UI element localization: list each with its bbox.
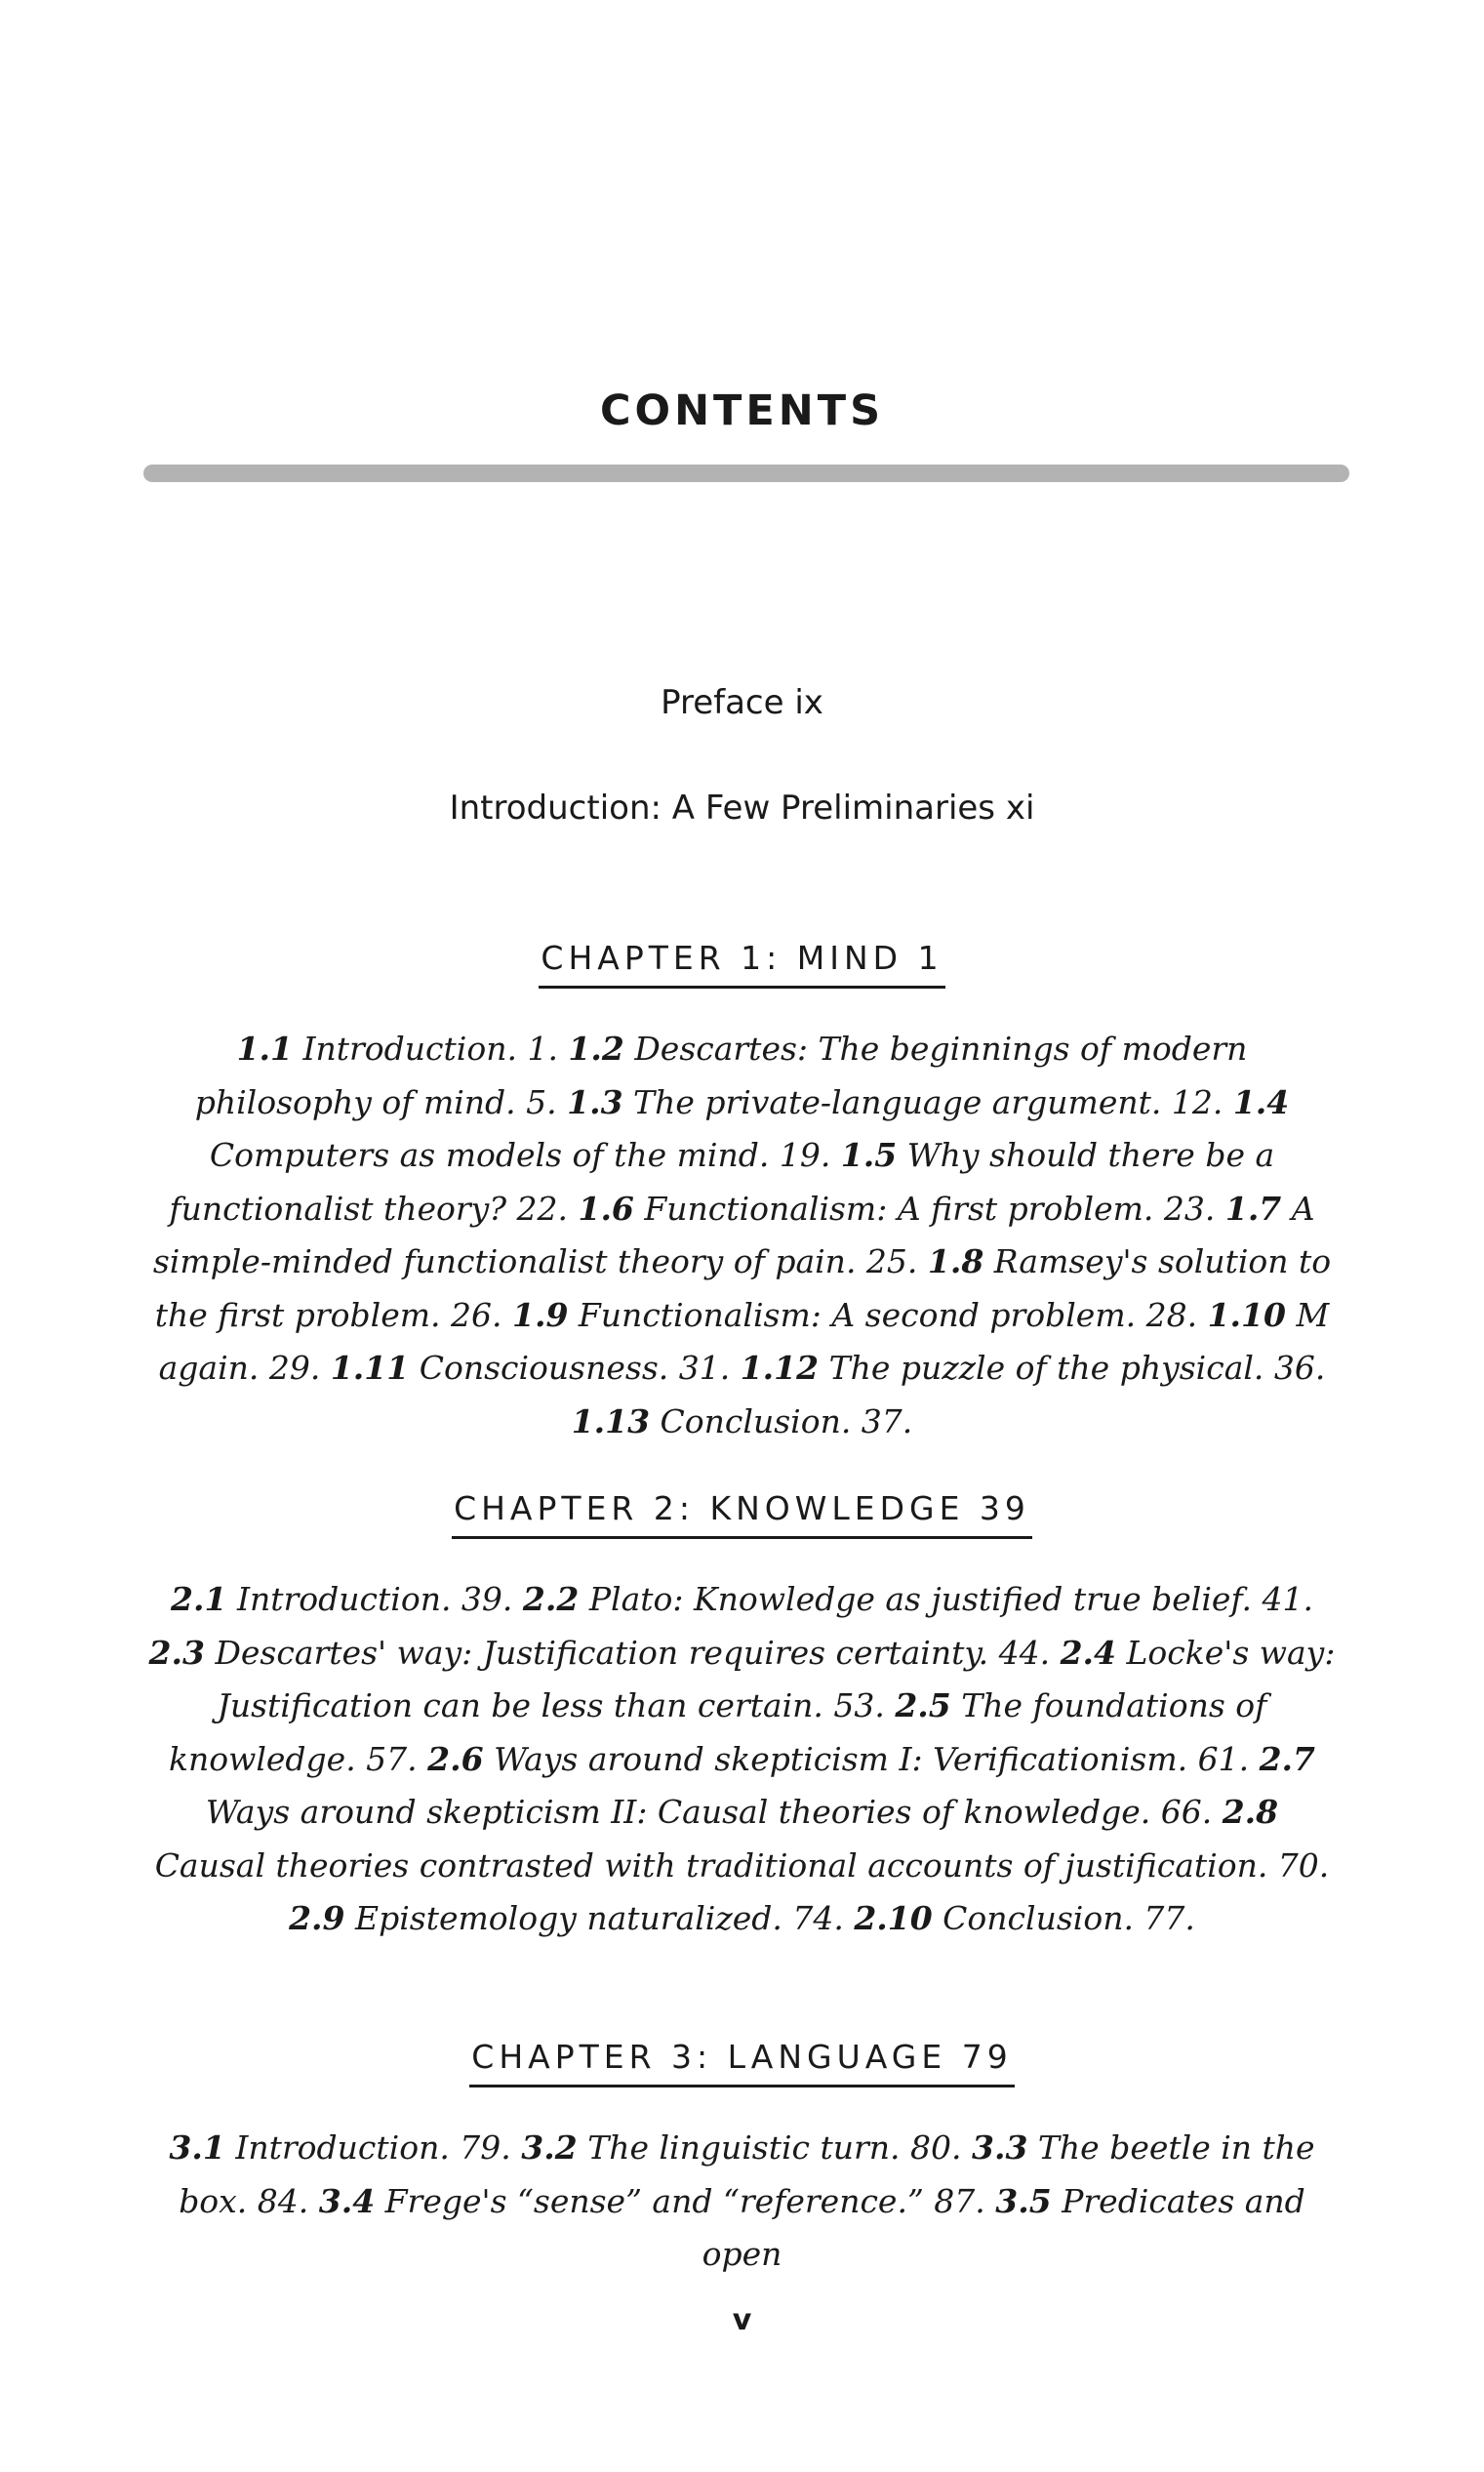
section-title: Epistemology naturalized. 74.: [344, 1899, 855, 1937]
page-number: v: [732, 2303, 752, 2337]
chapter-1-heading-text: CHAPTER 1: MIND 1: [539, 939, 944, 989]
section-number: 2.2: [522, 1580, 580, 1618]
section-number: 1.12: [740, 1349, 820, 1387]
section-title: Introduction. 79.: [224, 2128, 522, 2167]
section-title: Why should there be a functionalist theory? 22.: [169, 1136, 1275, 1228]
chapter-1-heading[interactable]: [0, 939, 1484, 989]
toc-section[interactable]: [512, 1296, 1208, 1334]
section-title: Ways around skepticism I: Verificationism. 61.: [483, 1739, 1260, 1778]
toc-section[interactable]: [149, 1634, 1061, 1672]
section-number: 1.5: [840, 1136, 898, 1174]
toc-entry-preface[interactable]: Preface ix: [661, 683, 823, 722]
section-number: 1.9: [512, 1295, 569, 1334]
section-title: The beetle in the box. 84.: [179, 2128, 1315, 2220]
chapter-2-heading[interactable]: [0, 1489, 1484, 1539]
section-title: Locke's way: Justification can be less than certain. 53.: [217, 1633, 1336, 1724]
section-title: Conclusion. 77.: [932, 1899, 1195, 1937]
section-number: 1.4: [1232, 1082, 1290, 1121]
section-number: 1.10: [1207, 1295, 1286, 1334]
toc-section[interactable]: [289, 1899, 854, 1937]
section-title: Descartes' way: Justification requires certainty. 44.: [204, 1633, 1061, 1672]
section-title: The foundations of knowledge. 57.: [168, 1686, 1267, 1778]
section-title: The linguistic turn. 80.: [577, 2128, 972, 2167]
toc-section[interactable]: [521, 2128, 972, 2167]
toc-section[interactable]: [854, 1899, 1195, 1937]
chapter-3-heading[interactable]: [0, 2038, 1484, 2087]
toc-section[interactable]: [319, 2182, 996, 2220]
section-title: The puzzle of the physical. 36.: [819, 1349, 1326, 1387]
toc-section[interactable]: [237, 1030, 569, 1068]
section-title: Functionalism: A first problem. 23.: [633, 1189, 1225, 1228]
section-title: Predicates and open: [702, 2181, 1305, 2273]
section-title: Introduction. 39.: [226, 1580, 523, 1618]
section-number: 2.5: [895, 1686, 951, 1724]
section-number: 1.6: [578, 1189, 634, 1228]
section-number: 1.3: [567, 1082, 623, 1121]
section-title: The private-language argument. 12.: [622, 1082, 1233, 1121]
chapter-1-sections: [146, 1023, 1338, 1448]
section-number: 2.10: [854, 1899, 933, 1937]
section-number: 3.1: [169, 2128, 225, 2167]
toc-entry-introduction[interactable]: Introduction: A Few Preliminaries xi: [449, 789, 1035, 828]
section-title: Ramsey's solution to the first problem. 26.: [154, 1242, 1332, 1334]
section-title: Conclusion. 37.: [650, 1401, 913, 1440]
toc-section[interactable]: [741, 1349, 1326, 1387]
section-number: 1.8: [927, 1242, 984, 1280]
section-number: 2.7: [1259, 1739, 1316, 1778]
section-title: Computers as models of the mind. 19.: [209, 1136, 841, 1174]
section-title: Plato: Knowledge as justified true belief. 41.: [579, 1580, 1313, 1618]
toc-section[interactable]: [169, 2128, 521, 2167]
toc-section[interactable]: [572, 1402, 913, 1440]
section-number: 1.13: [571, 1401, 651, 1440]
chapter-2-sections: [146, 1573, 1338, 1946]
chapter-3-heading-text: CHAPTER 3: LANGUAGE 79: [469, 2038, 1014, 2087]
section-number: 1.7: [1224, 1189, 1282, 1228]
section-title: Functionalism: A second problem. 28.: [568, 1295, 1208, 1334]
section-number: 1.2: [568, 1030, 624, 1068]
section-title: Descartes: The beginnings of modern philosophy of mind. 5.: [194, 1030, 1248, 1121]
chapter-2-heading-text: CHAPTER 2: KNOWLEDGE 39: [452, 1489, 1032, 1539]
section-number: 2.3: [148, 1633, 205, 1672]
section-number: 2.1: [171, 1580, 227, 1618]
section-title: A simple-minded functionalist theory of pain. 25.: [152, 1189, 1315, 1280]
section-number: 2.9: [289, 1899, 345, 1937]
section-number: 1.1: [236, 1030, 293, 1068]
section-title: Frege's “sense” and “reference.” 87.: [375, 2181, 996, 2220]
page-title: CONTENTS: [599, 386, 885, 435]
toc-section[interactable]: [567, 1083, 1233, 1121]
title-rule: [143, 465, 1349, 482]
toc-section[interactable]: [427, 1740, 1259, 1778]
toc-section[interactable]: [523, 1580, 1313, 1618]
section-title: Causal theories contrasted with traditional accounts of justification. 70.: [154, 1845, 1330, 1884]
section-title: Ways around skepticism II: Causal theories of knowledge. 66.: [205, 1793, 1223, 1831]
toc-section[interactable]: [578, 1190, 1224, 1228]
section-number: 3.3: [972, 2128, 1028, 2167]
section-number: 3.5: [995, 2181, 1052, 2220]
chapter-3-sections: [146, 2122, 1338, 2282]
section-number: 2.8: [1222, 1793, 1279, 1831]
section-number: 1.11: [330, 1349, 410, 1387]
section-title: Introduction. 1.: [292, 1030, 569, 1068]
section-title: M again. 29.: [158, 1295, 1330, 1387]
section-number: 2.6: [427, 1739, 484, 1778]
section-number: 3.4: [318, 2181, 376, 2220]
section-number: 2.4: [1060, 1633, 1116, 1672]
section-number: 3.2: [521, 2128, 578, 2167]
section-title: Consciousness. 31.: [409, 1349, 741, 1387]
toc-section[interactable]: [331, 1349, 741, 1387]
toc-section[interactable]: [171, 1580, 523, 1618]
